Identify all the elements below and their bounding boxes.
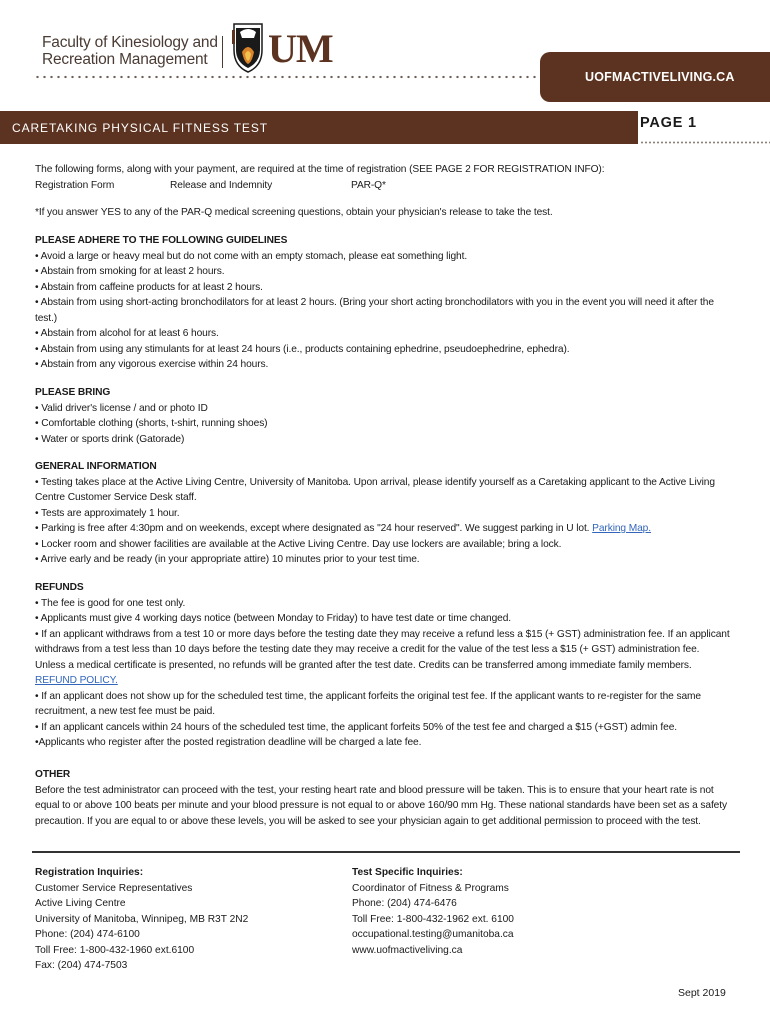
website-link[interactable]: UOFMACTIVELIVING.CA [585,70,735,84]
bring-item: • Comfortable clothing (shorts, t-shirt, running shoes) [35,418,268,429]
other-text: Before the test administrator can proceed with the test, your resting heart rate and blood pressure will be taken. This is to ensure that your heart rate is not equal to or above 100 beats per minute and your blood pressure is not equal to or above 160/90 mm Hg. These national standards have been set as a safety precaution. If you are equal to or above these levels, you will be asked to see your physician again to get additional permission to proceed with the test. [35,784,727,827]
general-item: • Testing takes place at the Active Living Centre, University of Manitoba. Upon arrival, please identify yourself as a Caretaking applicant to the Active Living Centre Customer Service Desk staff. [35,476,715,503]
refunds-section [35,580,731,751]
faculty-line-2: Recreation Management [42,51,208,68]
form-registration: Registration Form [35,179,115,191]
refund-item: • If an applicant does not show up for the scheduled test time, the applicant forfeits the original test fee. If the applicant wants to re-register for the same recruitment, a new test fee must be paid. [35,690,701,717]
test-email-link[interactable]: occupational.testing@umanitoba.ca [352,929,514,940]
refund-withdraw-text: • If an applicant withdraws from a test 10 or more days before the testing date they may receive a refund less a $15 (+ GST) administration fee. If an applicant withdraws from a test less than 10 days before the testing date they may receive a credit for the value of the test less a $15 (+ GST) administration fee. Unless a medical certificate is presented, no refunds will be granted after the test date. Credits can be transferred among immediate family members. [35,628,730,671]
bring-section [35,385,731,447]
intro-line: The following forms, along with your payment, are required at the time of registration (SEE PAGE 2 FOR REGISTRATION INFO): [35,164,605,175]
registration-line: Active Living Centre [35,898,126,909]
test-phone: Phone: (204) 474-6476 [352,898,457,909]
registration-line: Customer Service Representatives [35,882,193,894]
refund-policy-link[interactable]: REFUND POLICY. [35,675,118,686]
test-heading: Test Specific Inquiries: [352,867,463,878]
bring-heading: PLEASE BRING [35,387,111,398]
dotted-divider [34,75,539,79]
registration-inquiries [35,865,335,974]
faculty-line-1: Faculty of Kinesiology and [42,34,218,51]
page-number: PAGE 1 [640,115,697,131]
refund-item: •Applicants who register after the posted registration deadline will be charged a late fee. [35,737,422,748]
registration-heading: Registration Inquiries: [35,867,144,878]
general-heading: GENERAL INFORMATION [35,461,157,472]
university-crest-icon [230,20,266,74]
guidelines-heading: PLEASE ADHERE TO THE FOLLOWING GUIDELINES [35,235,288,246]
general-item-parking [35,521,731,537]
guidelines-section [35,233,731,373]
general-item: • Arrive early and be ready (in your appropriate attire) 10 minutes prior to your test time. [35,554,420,565]
refund-item: • If an applicant cancels within 24 hours of the scheduled test time, the applicant forfeits 50% of the test fee and charged a $15 (+GST) admin fee. [35,721,678,733]
contacts-divider [32,851,740,853]
registration-tollfree: Toll Free: 1-800-432-1960 ext.6100 [35,944,195,956]
title-dotted-divider [640,141,770,144]
um-logo: UM [268,26,333,71]
guideline-item: • Abstain from caffeine products for at least 2 hours. [35,281,263,293]
test-tollfree: Toll Free: 1-800-432-1962 ext. 6100 [352,913,514,925]
guideline-item: • Abstain from using any stimulants for at least 24 hours (i.e., products containing ephedrine, pseudoephedrine, ephedra). [35,343,570,355]
form-release: Release and Indemnity [170,179,273,191]
registration-line: University of Manitoba, Winnipeg, MB R3T 2N2 [35,913,249,925]
bring-item: • Water or sports drink (Gatorade) [35,433,185,445]
header-divider [222,36,223,68]
general-item: • Tests are approximately 1 hour. [35,507,180,519]
parking-text: • Parking is free after 4:30pm and on weekends, except where designated as "24 hour reserved". We suggest parking in U lot. [35,523,590,534]
guideline-item: • Avoid a large or heavy meal but do not come with an empty stomach, please eat something light. [35,250,468,262]
refund-item-withdraw [35,627,731,689]
bring-item: • Valid driver's license / and or photo ID [35,402,208,414]
refund-item: • Applicants must give 4 working days notice (between Monday to Friday) to have test date or time changed. [35,613,511,624]
refund-item: • The fee is good for one test only. [35,597,186,609]
guideline-item: • Abstain from any vigorous exercise within 24 hours. [35,359,269,370]
general-item: • Locker room and shower facilities are available at the Active Living Centre. Day use lockers are available; bring a lock. [35,538,562,550]
other-section [35,767,731,829]
parq-note: *If you answer YES to any of the PAR-Q medical screening questions, obtain your physician's release to take the test. [35,207,553,218]
document-title: CARETAKING PHYSICAL FITNESS TEST [12,121,268,135]
other-heading: OTHER [35,769,71,780]
revision-date: Sept 2019 [678,987,726,999]
refunds-heading: REFUNDS [35,582,84,593]
form-parq: PAR-Q* [351,179,386,191]
guideline-item: • Abstain from alcohol for at least 6 hours. [35,328,219,339]
test-inquiries [352,865,652,958]
faculty-name [42,34,218,68]
guideline-item: • Abstain from using short-acting bronchodilators for at least 2 hours. (Bring your short acting bronchodilators with you in the event you will need it after the test.) [35,297,714,324]
required-forms [35,178,731,194]
general-section [35,459,731,568]
registration-phone: Phone: (204) 474-6100 [35,929,140,940]
guideline-item: • Abstain from smoking for at least 2 hours. [35,266,225,277]
test-website-link[interactable]: www.uofmactiveliving.ca [352,944,463,956]
test-line: Coordinator of Fitness & Programs [352,882,509,894]
parking-map-link[interactable]: Parking Map. [592,523,651,534]
registration-fax: Fax: (204) 474-7503 [35,960,128,971]
intro-section [35,162,731,193]
